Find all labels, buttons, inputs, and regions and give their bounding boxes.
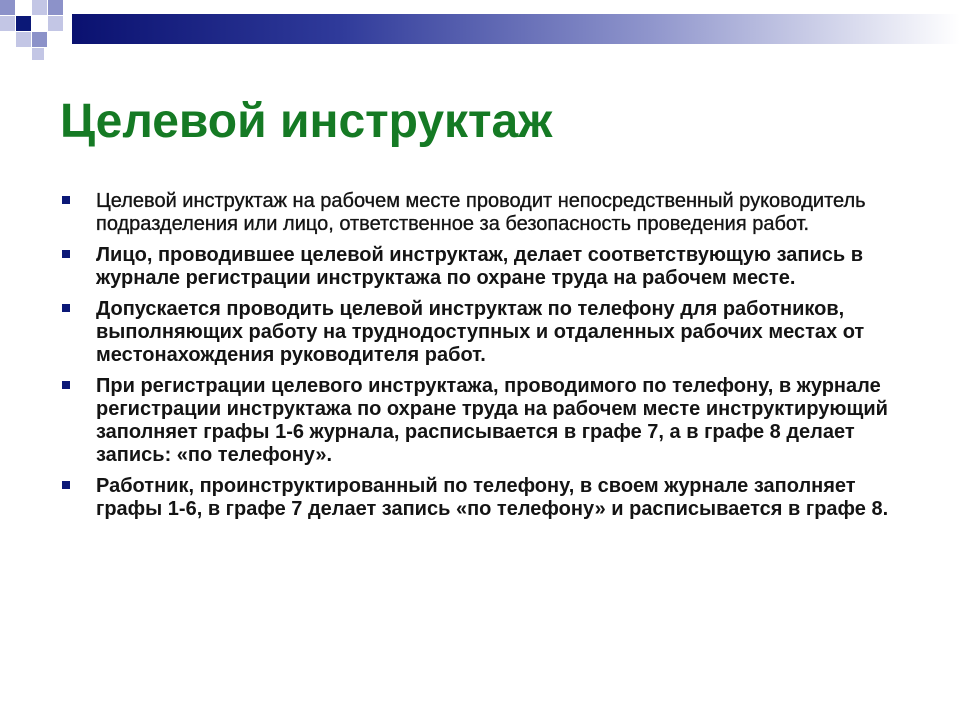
bullet-text: Лицо, проводившее целевой инструктаж, делает соответствующую запись в журнале регистрации инструктажа по охране труда на рабочем месте. bbox=[96, 244, 864, 289]
bullet-text: Работник, проинструктированный по телефону, в своем журнале заполняет графы 1-6, в графе 7 делает запись «по телефону» и расписывается в графе 8. bbox=[96, 475, 889, 520]
decor-square bbox=[16, 0, 31, 15]
square-bullet-icon bbox=[62, 250, 70, 258]
decor-square bbox=[48, 0, 63, 15]
bullet-text: Допускается проводить целевой инструктаж по телефону для работников, выполняющих работу на труднодоступных и отдаленных рабочих местах от местонахождения руководителя работ. bbox=[96, 298, 865, 366]
decor-square bbox=[48, 16, 63, 31]
bullet-item bbox=[62, 375, 902, 467]
decor-square bbox=[16, 32, 31, 47]
square-bullet-icon bbox=[62, 381, 70, 389]
bullet-item bbox=[62, 244, 902, 290]
decor-square bbox=[32, 0, 47, 15]
bullet-text: Целевой инструктаж на рабочем месте проводит непосредственный руководитель подразделения или лицо, ответственное за безопасность проведения работ. bbox=[96, 190, 866, 235]
bullet-text: При регистрации целевого инструктажа, проводимого по телефону, в журнале регистрации инструктажа по охране труда на рабочем месте инструктирующий заполняет графы 1-6 журнала, расписывается в графе 7, а в графе 8 делает запись: «по телефону». bbox=[96, 375, 888, 466]
decor-square bbox=[32, 16, 47, 31]
decor-square bbox=[16, 16, 31, 31]
bullet-list bbox=[62, 190, 902, 529]
decor-square bbox=[0, 0, 15, 15]
header-gradient-bar bbox=[72, 14, 960, 44]
decor-square bbox=[0, 16, 15, 31]
square-bullet-icon bbox=[62, 481, 70, 489]
bullet-item bbox=[62, 298, 902, 367]
bullet-item bbox=[62, 475, 902, 521]
square-bullet-icon bbox=[62, 196, 70, 204]
slide-title: Целевой инструктаж bbox=[60, 95, 553, 148]
square-bullet-icon bbox=[62, 304, 70, 312]
decor-square bbox=[32, 32, 47, 47]
header-decoration bbox=[0, 0, 960, 60]
decor-square bbox=[32, 48, 44, 60]
bullet-item bbox=[62, 190, 902, 236]
